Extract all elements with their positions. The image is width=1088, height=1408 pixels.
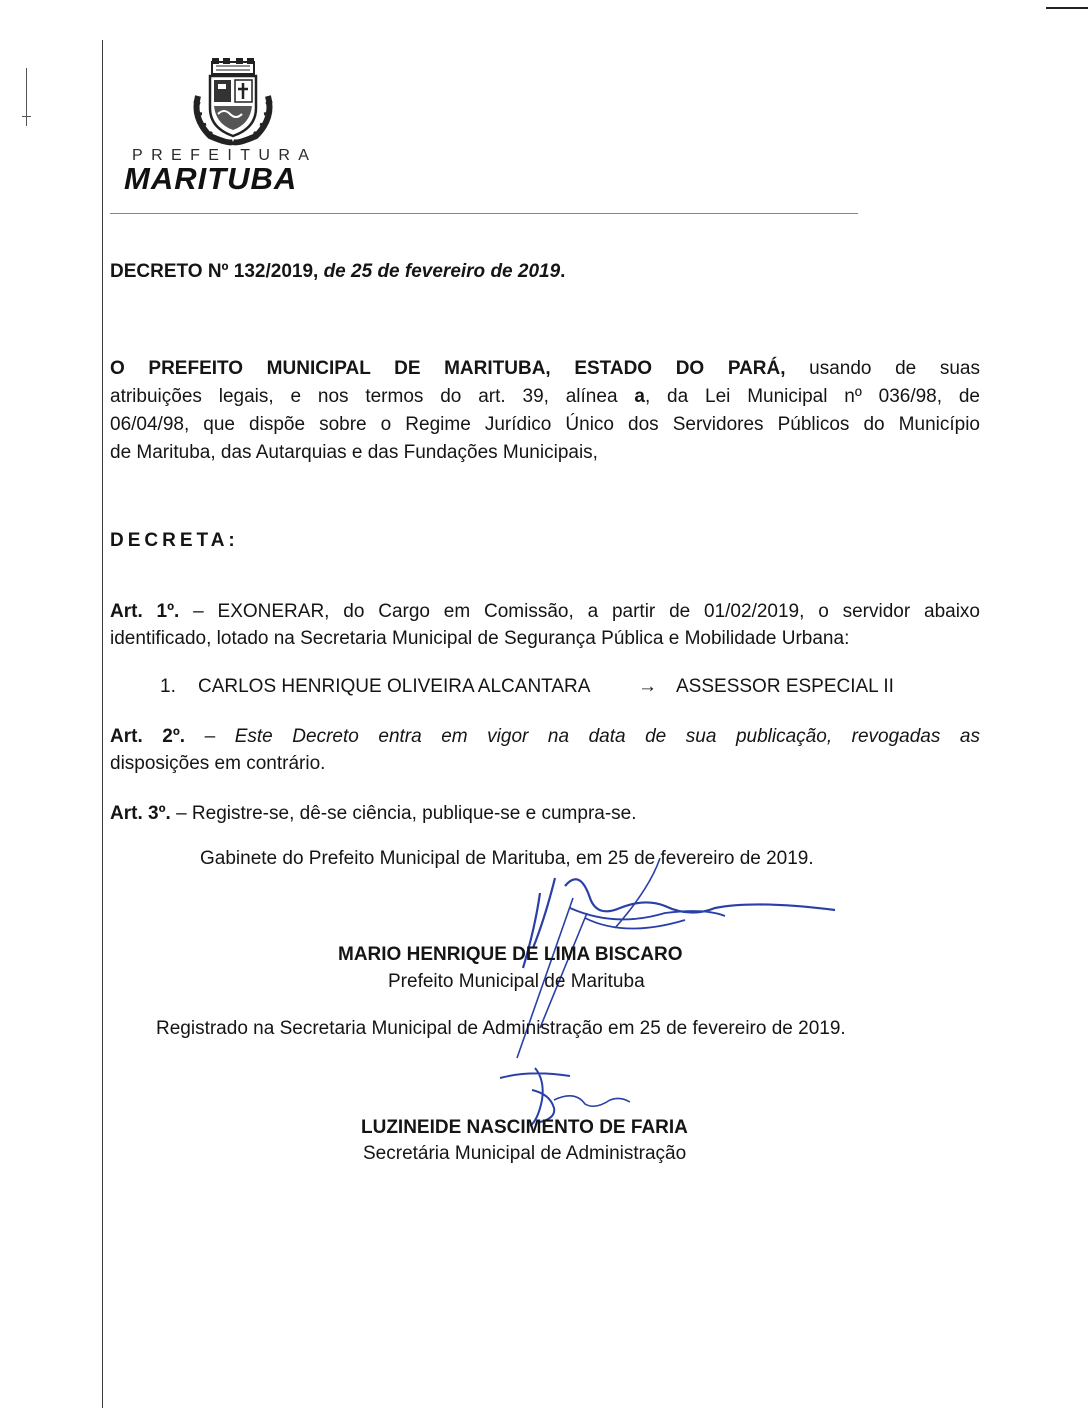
closing-statement: Gabinete do Prefeito Municipal de Marituba, em 25 de fevereiro de 2019. (200, 848, 814, 869)
scan-mark (22, 116, 31, 117)
arrow-right-icon: → (638, 676, 657, 697)
registration-statement: Registrado na Secretaria Municipal de Administração em 25 de fevereiro de 2019. (156, 1018, 846, 1039)
preamble-bold-letter: a (634, 386, 645, 407)
decreta-heading: DECRETA: (110, 530, 239, 551)
scan-left-edge (102, 40, 103, 1408)
preamble-text: atribuições legais, e nos termos do art. 39, alínea (110, 386, 635, 407)
signatory-1-role: Prefeito Municipal de Marituba (388, 971, 645, 992)
preamble-line (110, 383, 980, 411)
signatory-2-name: LUZINEIDE NASCIMENTO DE FARIA (361, 1117, 688, 1138)
article-1 (110, 598, 980, 652)
article-label: Art. 2º. (110, 726, 186, 747)
scan-mark (26, 68, 27, 126)
preamble-line: 06/04/98, que dispõe sobre o Regime Jurídico Único dos Servidores Públicos do Município (110, 414, 980, 435)
scan-corner-mark (1046, 0, 1088, 9)
article-line: identificado, lotado na Secretaria Municipal de Segurança Pública e Mobilidade Urbana: (110, 628, 850, 649)
preamble-line: de Marituba, das Autarquias e das Fundações Municipais, (110, 442, 598, 463)
article-text: – Este Decreto entra em vigor na data de sua publicação, revogadas as (185, 726, 980, 747)
article-line (110, 800, 980, 827)
list-number: 1. (160, 676, 176, 697)
list-role: ASSESSOR ESPECIAL II (676, 676, 894, 697)
preamble-line (110, 355, 980, 383)
decree-title (110, 261, 565, 283)
preamble (110, 355, 980, 467)
header-city-name: MARITUBA (124, 161, 298, 196)
decree-title-end: . (560, 261, 566, 282)
municipal-coat-of-arms-icon (188, 56, 278, 146)
preamble-text: , da Lei Municipal nº 036/98, de (644, 386, 980, 407)
article-text: – EXONERAR, do Cargo em Comissão, a partir de 01/02/2019, o servidor abaixo (179, 601, 980, 622)
article-label: Art. 1º. (110, 601, 180, 622)
article-line (110, 723, 980, 750)
preamble-authority: O PREFEITO MUNICIPAL DE MARITUBA, ESTADO DO PARÁ, (110, 358, 786, 379)
header-prefix: PREFEITURA (132, 147, 318, 164)
letterhead (110, 56, 350, 196)
decree-date: de 25 de fevereiro de 2019 (323, 261, 561, 282)
header-divider (110, 213, 858, 214)
preamble-text: usando de suas (785, 358, 980, 379)
decree-number: DECRETO Nº 132/2019, (110, 261, 324, 282)
signatory-2-role: Secretária Municipal de Administração (363, 1143, 687, 1164)
article-3 (110, 800, 980, 827)
article-label: Art. 3º. (110, 803, 171, 824)
article-line (110, 598, 980, 625)
article-text: – Registre-se, dê-se ciência, publique-se e cumpra-se. (170, 803, 637, 824)
article-line: disposições em contrário. (110, 753, 326, 774)
signatory-1-name: MARIO HENRIQUE DE LIMA BISCARO (338, 944, 683, 965)
list-item (160, 676, 894, 698)
article-2 (110, 723, 980, 777)
list-name: CARLOS HENRIQUE OLIVEIRA ALCANTARA (198, 676, 591, 697)
